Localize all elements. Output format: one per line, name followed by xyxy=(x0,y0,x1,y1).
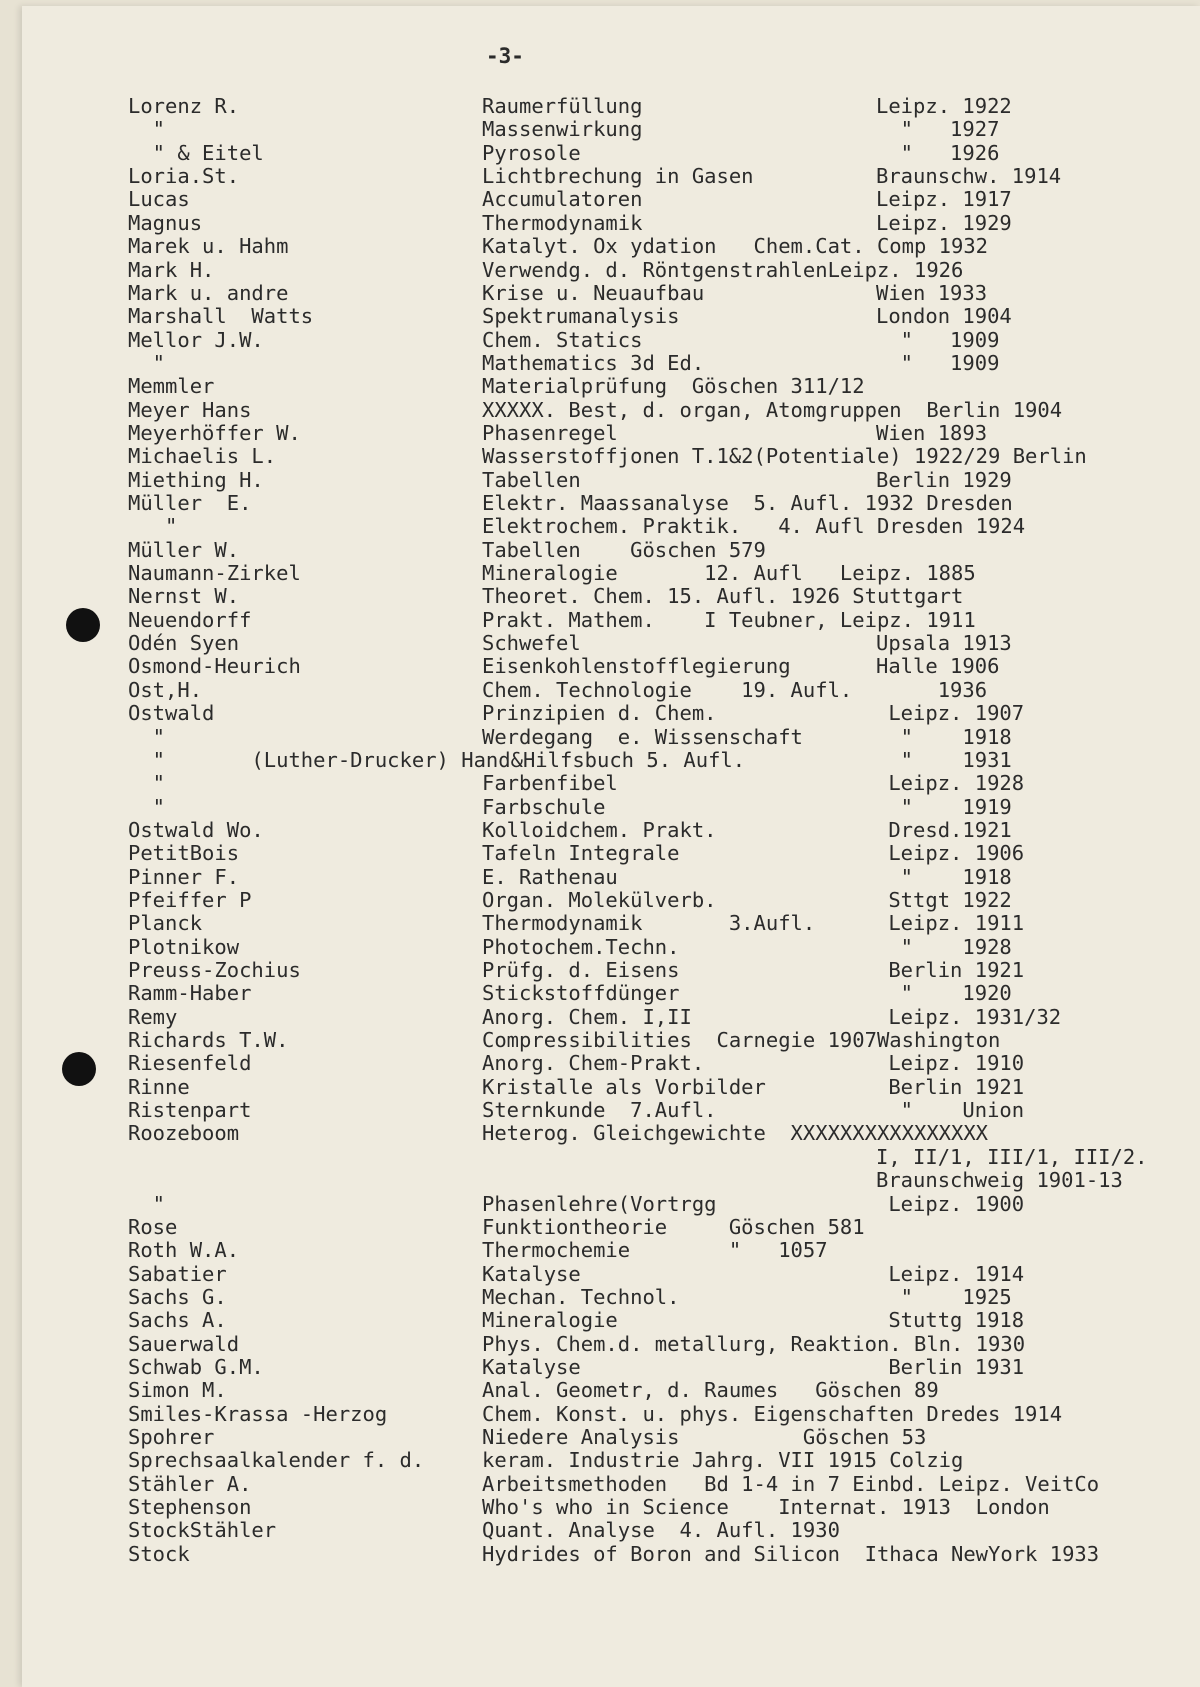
book-entry xyxy=(0,818,1200,842)
entry-author: Richards T.W. xyxy=(128,1028,289,1052)
entry-author: Müller W. xyxy=(128,537,240,562)
entry-title: E. Rathenau xyxy=(482,864,618,889)
entry-pub: Leipz. 1922 xyxy=(876,94,1012,118)
entry-title: Mineralogie xyxy=(482,1308,618,1333)
entry-title: Tafeln Integrale xyxy=(482,841,680,866)
book-entry xyxy=(0,1308,1200,1332)
entry-title: Eisenkohlenstofflegierung xyxy=(482,654,791,679)
entry-pub: Leipz. 1917 xyxy=(876,187,1012,212)
book-entry xyxy=(0,771,1200,795)
entry-pub: " Union xyxy=(876,1098,1025,1123)
entry-pub: Leipz. 1900 xyxy=(876,1191,1025,1216)
entry-pub: Leipz. 1928 xyxy=(876,771,1025,796)
entry-author: " xyxy=(128,117,166,142)
book-entry xyxy=(0,211,1200,235)
entry-author: " xyxy=(128,794,166,819)
entry-author: Roth W.A. xyxy=(128,1238,240,1263)
entry-pub: " 1909 xyxy=(876,327,1000,352)
book-entry xyxy=(0,398,1200,422)
entry-title: Stickstoffdünger xyxy=(482,981,680,1006)
entry-author: Rinne xyxy=(128,1074,190,1099)
entry-title: Heterog. Gleichgewichte XXXXXXXXXXXXXXXX xyxy=(482,1121,989,1146)
entry-pub: " 1909 xyxy=(876,350,1000,375)
entry-title: Verwendg. d. RöntgenstrahlenLeipz. 1926 xyxy=(482,257,964,282)
entry-title: Phasenlehre(Vortrgg xyxy=(482,1191,717,1216)
book-entry xyxy=(0,421,1200,445)
entry-author: Plotnikow xyxy=(128,934,240,959)
book-entry xyxy=(0,1028,1200,1052)
entry-author: " xyxy=(128,724,166,749)
entry-title: Kristalle als Vorbilder xyxy=(482,1074,766,1099)
entry-pub: Wien 1933 xyxy=(876,280,988,305)
entry-author: Ristenpart xyxy=(128,1098,252,1123)
book-entry xyxy=(0,608,1200,632)
entry-title: Raumerfüllung xyxy=(482,94,643,118)
entry-pub: Stuttg 1918 xyxy=(876,1308,1025,1333)
book-entry xyxy=(0,281,1200,305)
entry-author: Lorenz R. xyxy=(128,94,240,118)
entry-author: Nernst W. xyxy=(128,584,240,609)
entry-pub: Halle 1906 xyxy=(876,654,1000,679)
book-entry xyxy=(0,958,1200,982)
entry-author: Planck xyxy=(128,911,203,936)
entry-title: Krise u. Neuaufbau xyxy=(482,280,705,305)
entry-title: Phasenregel xyxy=(482,420,618,445)
book-entry xyxy=(0,1378,1200,1402)
entry-pub: Upsala 1913 xyxy=(876,631,1012,656)
book-entry xyxy=(0,187,1200,211)
entry-title: Thermochemie " 1057 xyxy=(482,1238,828,1263)
entry-pub: London 1904 xyxy=(876,304,1012,329)
entry-title: Niedere Analysis Göschen 53 xyxy=(482,1425,927,1449)
entry-title: Prakt. Mathem. I Teubner, Leipz. 1911 xyxy=(482,607,976,632)
book-entry xyxy=(0,935,1200,959)
entry-title: Farbenfibel xyxy=(482,771,618,796)
book-entry xyxy=(0,701,1200,725)
book-entry xyxy=(0,1448,1200,1472)
entry-pub: Dresd.1921 xyxy=(876,817,1012,842)
entry-title: Elektr. Maassanalyse 5. Aufl. 1932 Dresden xyxy=(482,491,1013,515)
book-entry xyxy=(0,351,1200,375)
entry-pub: Leipz. 1931/32 xyxy=(876,1004,1062,1029)
book-entry xyxy=(0,1145,1200,1169)
entry-author: Ostwald Wo. xyxy=(128,817,264,842)
entry-author: Mark H. xyxy=(128,257,215,282)
book-entry xyxy=(0,117,1200,141)
entry-pub: Leipz. 1914 xyxy=(876,1261,1025,1286)
entry-author: " xyxy=(128,1191,166,1216)
entry-author: Schwab G.M. xyxy=(128,1354,264,1379)
entry-title: Tabellen Göschen 579 xyxy=(482,537,766,562)
entry-title: Tabellen xyxy=(482,467,581,492)
entry-pub: Leipz. 1910 xyxy=(876,1051,1025,1076)
entry-title: Anorg. Chem. I,II xyxy=(482,1004,692,1029)
entry-title: Spektrumanalysis xyxy=(482,304,680,329)
entry-author: Osmond-Heurich xyxy=(128,654,301,679)
entry-author: Marek u. Hahm xyxy=(128,234,289,259)
entry-pub: Berlin 1929 xyxy=(876,467,1012,492)
entry-author: Preuss-Zochius xyxy=(128,958,301,982)
entry-pub: Berlin 1931 xyxy=(876,1354,1025,1379)
entry-title: Anal. Geometr, d. Raumes Göschen 89 xyxy=(482,1378,939,1403)
entry-title: Thermodynamik xyxy=(482,210,643,235)
entry-pub: Berlin 1921 xyxy=(876,958,1025,982)
entry-title: Mechan. Technol. xyxy=(482,1284,680,1309)
book-entry xyxy=(0,725,1200,749)
book-entry xyxy=(0,1098,1200,1122)
entry-author: " xyxy=(128,771,166,796)
entry-author: Memmler xyxy=(128,374,215,399)
entry-title: Prüfg. d. Eisens xyxy=(482,958,680,982)
entry-author: Mellor J.W. xyxy=(128,327,264,352)
entry-pub: I, II/1, III/1, III/2. xyxy=(876,1144,1148,1169)
entry-pub: Leipz. 1911 xyxy=(876,911,1025,936)
entry-title: Mathematics 3d Ed. xyxy=(482,350,705,375)
entry-author: Odén Syen xyxy=(128,631,240,656)
book-entry xyxy=(0,1425,1200,1449)
entry-author: Marshall Watts xyxy=(128,304,314,329)
entry-pub: Berlin 1921 xyxy=(876,1074,1025,1099)
entry-author: Spohrer xyxy=(128,1425,215,1449)
entry-pub: Leipz. 1906 xyxy=(876,841,1025,866)
book-entry xyxy=(0,468,1200,492)
entry-pub: " 1931 xyxy=(876,747,1012,772)
entry-author: Simon M. xyxy=(128,1378,227,1403)
entry-author: Loria.St. xyxy=(128,164,240,189)
entry-pub: " 1919 xyxy=(876,794,1012,819)
book-entry xyxy=(0,1215,1200,1239)
entry-author: Riesenfeld xyxy=(128,1051,252,1076)
entry-author: Naumann-Zirkel xyxy=(128,561,301,585)
entry-title: keram. Industrie Jahrg. VII 1915 Colzig xyxy=(482,1448,964,1473)
entry-pub: " 1920 xyxy=(876,981,1012,1006)
entry-title: Sternkunde 7.Aufl. xyxy=(482,1098,717,1123)
entry-author: Neuendorff xyxy=(128,607,252,632)
entry-author: Sauerwald xyxy=(128,1331,240,1356)
entry-author: Müller E. xyxy=(128,491,252,515)
entry-title: Katalyse xyxy=(482,1261,581,1286)
book-entry xyxy=(0,865,1200,889)
entry-title: Chem. Statics xyxy=(482,327,643,352)
entry-title: Funktiontheorie Göschen 581 xyxy=(482,1214,865,1239)
entry-author: Magnus xyxy=(128,210,203,235)
book-entry xyxy=(0,304,1200,328)
entry-title: Werdegang e. Wissenschaft xyxy=(482,724,803,749)
entry-pub: Leipz. 1929 xyxy=(876,210,1012,235)
entry-pub: 1936 xyxy=(876,677,988,702)
entry-pub: " 1927 xyxy=(876,117,1000,142)
entry-title: XXXXX. Best, d. organ, Atomgruppen Berlin 1904 xyxy=(482,397,1063,422)
book-entry xyxy=(0,911,1200,935)
entry-pub: Wien 1893 xyxy=(876,420,988,445)
entry-title: Organ. Molekülverb. xyxy=(482,887,717,912)
entry-title: Wasserstoffjonen T.1&2(Potentiale) 1922/29 Berlin xyxy=(482,444,1087,469)
book-entry xyxy=(0,258,1200,282)
entry-title: Pyrosole xyxy=(482,140,581,165)
book-entry xyxy=(0,1472,1200,1496)
entry-pub: Braunschweig 1901-13 xyxy=(876,1168,1123,1193)
book-entry xyxy=(0,888,1200,912)
entry-pub: " 1925 xyxy=(876,1284,1012,1309)
entry-author: " (Luther-Drucker) Hand&Hilfsbuch 5. Aufl. xyxy=(128,747,746,772)
entry-title: Materialprüfung Göschen 311/12 xyxy=(482,374,865,399)
entry-title: Chem. Technologie 19. Aufl. xyxy=(482,677,853,702)
book-entry xyxy=(0,748,1200,772)
book-entry xyxy=(0,1542,1200,1566)
entry-pub: " 1928 xyxy=(876,934,1012,959)
entry-title: Katalyse xyxy=(482,1354,581,1379)
entry-author: Sachs A. xyxy=(128,1308,227,1333)
entry-author: " & Eitel xyxy=(128,140,264,165)
book-entry xyxy=(0,1285,1200,1309)
book-entry xyxy=(0,1332,1200,1356)
book-entry xyxy=(0,1075,1200,1099)
entry-title: Massenwirkung xyxy=(482,117,643,142)
book-entry xyxy=(0,1355,1200,1379)
entry-author: Mark u. andre xyxy=(128,280,289,305)
entry-author: Lucas xyxy=(128,187,190,212)
entry-author: Sachs G. xyxy=(128,1284,227,1309)
entry-author: Stock xyxy=(128,1541,190,1566)
entry-title: Hydrides of Boron and Silicon Ithaca NewYork 1933 xyxy=(482,1541,1100,1566)
entry-author: StockStähler xyxy=(128,1518,277,1543)
entry-title: Farbschule xyxy=(482,794,606,819)
book-entry xyxy=(0,1051,1200,1075)
entry-author: Ostwald xyxy=(128,701,215,726)
entry-author: Miething H. xyxy=(128,467,264,492)
entry-title: Photochem.Techn. xyxy=(482,934,680,959)
entry-title: Lichtbrechung in Gasen xyxy=(482,164,754,189)
entry-author: Ost,H. xyxy=(128,677,203,702)
entry-title: Elektrochem. Praktik. 4. Aufl Dresden 1924 xyxy=(482,514,1026,539)
entry-title: Katalyt. Ox ydation Chem.Cat. Comp 1932 xyxy=(482,234,989,259)
book-entry xyxy=(0,1402,1200,1426)
entry-author: " xyxy=(128,514,178,539)
entry-author: Pfeiffer P xyxy=(128,887,252,912)
book-entry xyxy=(0,1121,1200,1145)
entry-title: Theoret. Chem. 15. Aufl. 1926 Stuttgart xyxy=(482,584,964,609)
entry-title: Kolloidchem. Prakt. xyxy=(482,817,717,842)
book-entry xyxy=(0,1192,1200,1216)
book-entry xyxy=(0,328,1200,352)
entry-author: Stephenson xyxy=(128,1495,252,1519)
book-entry xyxy=(0,94,1200,118)
entry-author: Michaelis L. xyxy=(128,444,277,469)
book-entry xyxy=(0,1262,1200,1286)
entry-title: Accumulatoren xyxy=(482,187,643,212)
entry-title: Thermodynamik 3.Aufl. xyxy=(482,911,816,936)
book-entry xyxy=(0,584,1200,608)
page-number: -3- xyxy=(486,44,524,68)
book-entry xyxy=(0,631,1200,655)
book-entry xyxy=(0,491,1200,515)
entry-title: Arbeitsmethoden Bd 1-4 in 7 Einbd. Leipz. VeitCo xyxy=(482,1471,1100,1496)
book-entry xyxy=(0,561,1200,585)
book-entry xyxy=(0,795,1200,819)
entry-author: Rose xyxy=(128,1214,178,1239)
entry-pub: " 1926 xyxy=(876,140,1000,165)
book-entry xyxy=(0,1518,1200,1542)
book-entry xyxy=(0,164,1200,188)
book-entry xyxy=(0,678,1200,702)
book-entry xyxy=(0,444,1200,468)
book-entry xyxy=(0,538,1200,562)
entry-title: Prinzipien d. Chem. xyxy=(482,701,717,726)
entry-author: Pinner F. xyxy=(128,864,240,889)
entry-title: Mineralogie 12. Aufl Leipz. 1885 xyxy=(482,561,976,585)
book-entry xyxy=(0,1238,1200,1262)
entry-pub: Sttgt 1922 xyxy=(876,887,1012,912)
entry-title: Anorg. Chem-Prakt. xyxy=(482,1051,705,1076)
entry-author: Remy xyxy=(128,1004,178,1029)
entry-author: PetitBois xyxy=(128,841,240,866)
entry-title: Chem. Konst. u. phys. Eigenschaften Dredes 1914 xyxy=(482,1401,1063,1426)
entry-author: Meyer Hans xyxy=(128,397,252,422)
entry-author: Ramm-Haber xyxy=(128,981,252,1006)
entry-author: Sprechsaalkalender f. d. xyxy=(128,1448,425,1473)
entry-author: Meyerhöffer W. xyxy=(128,420,301,445)
entry-pub: Braunschw. 1914 xyxy=(876,164,1062,189)
entry-author: Stähler A. xyxy=(128,1471,252,1496)
entry-title: Quant. Analyse 4. Aufl. 1930 xyxy=(482,1518,840,1543)
entry-pub: " 1918 xyxy=(876,724,1012,749)
book-entry xyxy=(0,841,1200,865)
book-entry xyxy=(0,514,1200,538)
entry-title: Compressibilities Carnegie 1907Washington xyxy=(482,1028,1001,1052)
book-entry xyxy=(0,1495,1200,1519)
entry-author: Sabatier xyxy=(128,1261,227,1286)
entry-author: Roozeboom xyxy=(128,1121,240,1146)
entry-title: Schwefel xyxy=(482,631,581,656)
book-entry xyxy=(0,374,1200,398)
entry-author: Smiles-Krassa -Herzog xyxy=(128,1401,388,1426)
entry-title: Phys. Chem.d. metallurg, Reaktion. Bln. 1930 xyxy=(482,1331,1026,1356)
book-entry xyxy=(0,981,1200,1005)
entry-pub: Leipz. 1907 xyxy=(876,701,1025,726)
book-entry xyxy=(0,654,1200,678)
book-entry xyxy=(0,1005,1200,1029)
book-entry xyxy=(0,1168,1200,1192)
book-entry xyxy=(0,234,1200,258)
entry-author: " xyxy=(128,350,166,375)
entry-title: Who's who in Science Internat. 1913 London xyxy=(482,1495,1050,1519)
book-entry xyxy=(0,141,1200,165)
entry-pub: " 1918 xyxy=(876,864,1012,889)
